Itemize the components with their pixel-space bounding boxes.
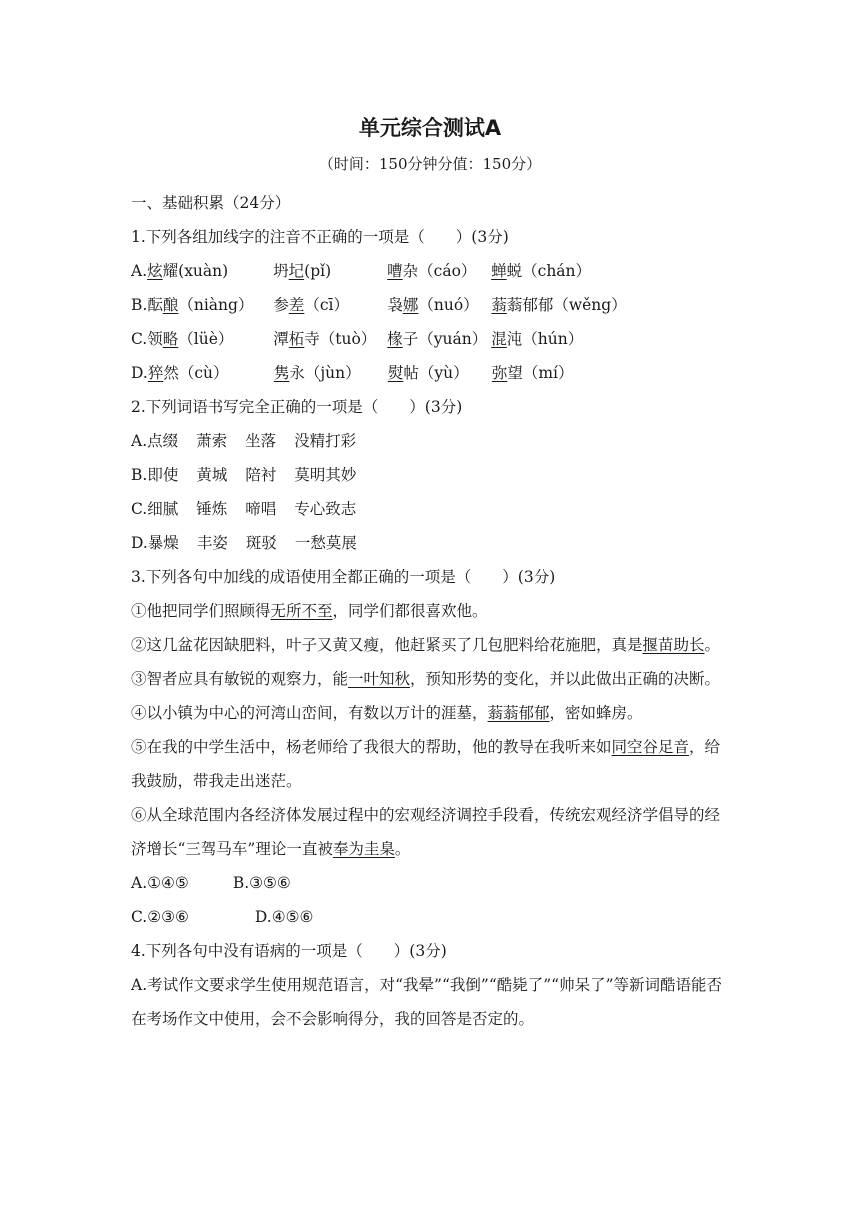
option-item: 嘈杂（cáo）	[387, 262, 477, 280]
question-2-option-b: B.即使 黄城 陪衬 莫明其妙	[131, 466, 357, 484]
page-title: 单元综合测试A	[358, 116, 502, 140]
sentence-3: ③智者应具有敏锐的观察力，能一叶知秋，预知形势的变化，并以此做出正确的决断。	[131, 670, 721, 688]
page-subtitle: （时间：150分钟分值：150分）	[318, 155, 542, 173]
question-2-stem: 2.下列词语书写完全正确的一项是（ ）(3分)	[131, 398, 463, 416]
option-item: 潭柘寺（tuò）	[273, 330, 377, 348]
sentence-4: ④以小镇为中心的河湾山峦间，有数以万计的涯墓，蓊蓊郁郁，密如蜂房。	[131, 704, 643, 722]
question-2-option-d: D.暴燥 丰姿 斑驳 一愁莫展	[131, 534, 357, 552]
option-item: 弥望（mí）	[491, 364, 574, 382]
option-item: 炫耀(xuàn)	[147, 262, 229, 280]
option-item: 椽子（yuán）	[387, 330, 488, 348]
option-item: 蓊蓊郁郁（wěng）	[491, 296, 627, 314]
option-item: 酝酿（niàng）	[147, 296, 254, 314]
option-item: 隽永（jùn）	[273, 364, 361, 382]
question-3-options-ab: A.①④⑤ B.③⑤⑥	[131, 874, 291, 892]
question-4-option-a: A.考试作文要求学生使用规范语言，对“我晕”“我倒”“酷毙了”“帅呆了”等新词酷语能否在考场作文中使用，会不会影响得分，我的回答是否定的。	[131, 976, 723, 1028]
option-item: 坍圮(pǐ)	[273, 262, 332, 280]
question-1-option-a	[131, 254, 731, 288]
question-1-option-b: B.酝酿（niàng） 参差（cī） 袅娜（nuó） 蓊蓊郁郁（wěng）	[131, 288, 731, 322]
question-1-option-c: C.领略（lüè） 潭柘寺（tuò） 椽子（yuán） 混沌（hún）	[131, 322, 731, 356]
question-2-option-c: C.细腻 锤炼 啼唱 专心致志	[131, 500, 357, 518]
sentence-2: ②这几盆花因缺肥料，叶子又黄又瘦，他赶紧买了几包肥料给花施肥，真是揠苗助长。	[131, 636, 721, 654]
option-item: 熨帖（yù）	[387, 364, 469, 382]
document-body	[131, 186, 731, 1036]
option-item: 蝉蜕（chán）	[491, 262, 592, 280]
option-item: 猝然（cù）	[147, 364, 229, 382]
section-heading: 一、基础积累（24分）	[131, 194, 291, 212]
option-item: 袅娜（nuó）	[387, 296, 479, 314]
question-1-option-d: D.猝然（cù） 隽永（jùn） 熨帖（yù） 弥望（mí）	[131, 356, 731, 390]
question-3-options-cd: C.②③⑥ D.④⑤⑥	[131, 908, 314, 926]
question-1-stem: 1.下列各组加线字的注音不正确的一项是（ ）(3分)	[131, 228, 509, 246]
option-item: 混沌（hún）	[491, 330, 584, 348]
option-item: 领略（lüè）	[147, 330, 234, 348]
question-4-stem: 4.下列各句中没有语病的一项是（ ）(3分)	[131, 942, 447, 960]
option-item: 参差（cī）	[273, 296, 349, 314]
option-label: A.	[131, 262, 148, 280]
sentence-6: ⑥从全球范围内各经济体发展过程中的宏观经济调控手段看，传统宏观经济学倡导的经济增长“三驾马车”理论一直被奉为圭臬。	[131, 806, 721, 858]
question-3-stem: 3.下列各句中加线的成语使用全都正确的一项是（ ）(3分)	[131, 568, 556, 586]
sentence-1: ①他把同学们照顾得无所不至，同学们都很喜欢他。	[131, 602, 488, 620]
sentence-5: ⑤在我的中学生活中，杨老师给了我很大的帮助，他的教导在我听来如同空谷足音，给我鼓励，带我走出迷茫。	[131, 738, 721, 790]
question-2-option-a: A.点缀 萧索 坐落 没精打彩	[131, 432, 357, 450]
